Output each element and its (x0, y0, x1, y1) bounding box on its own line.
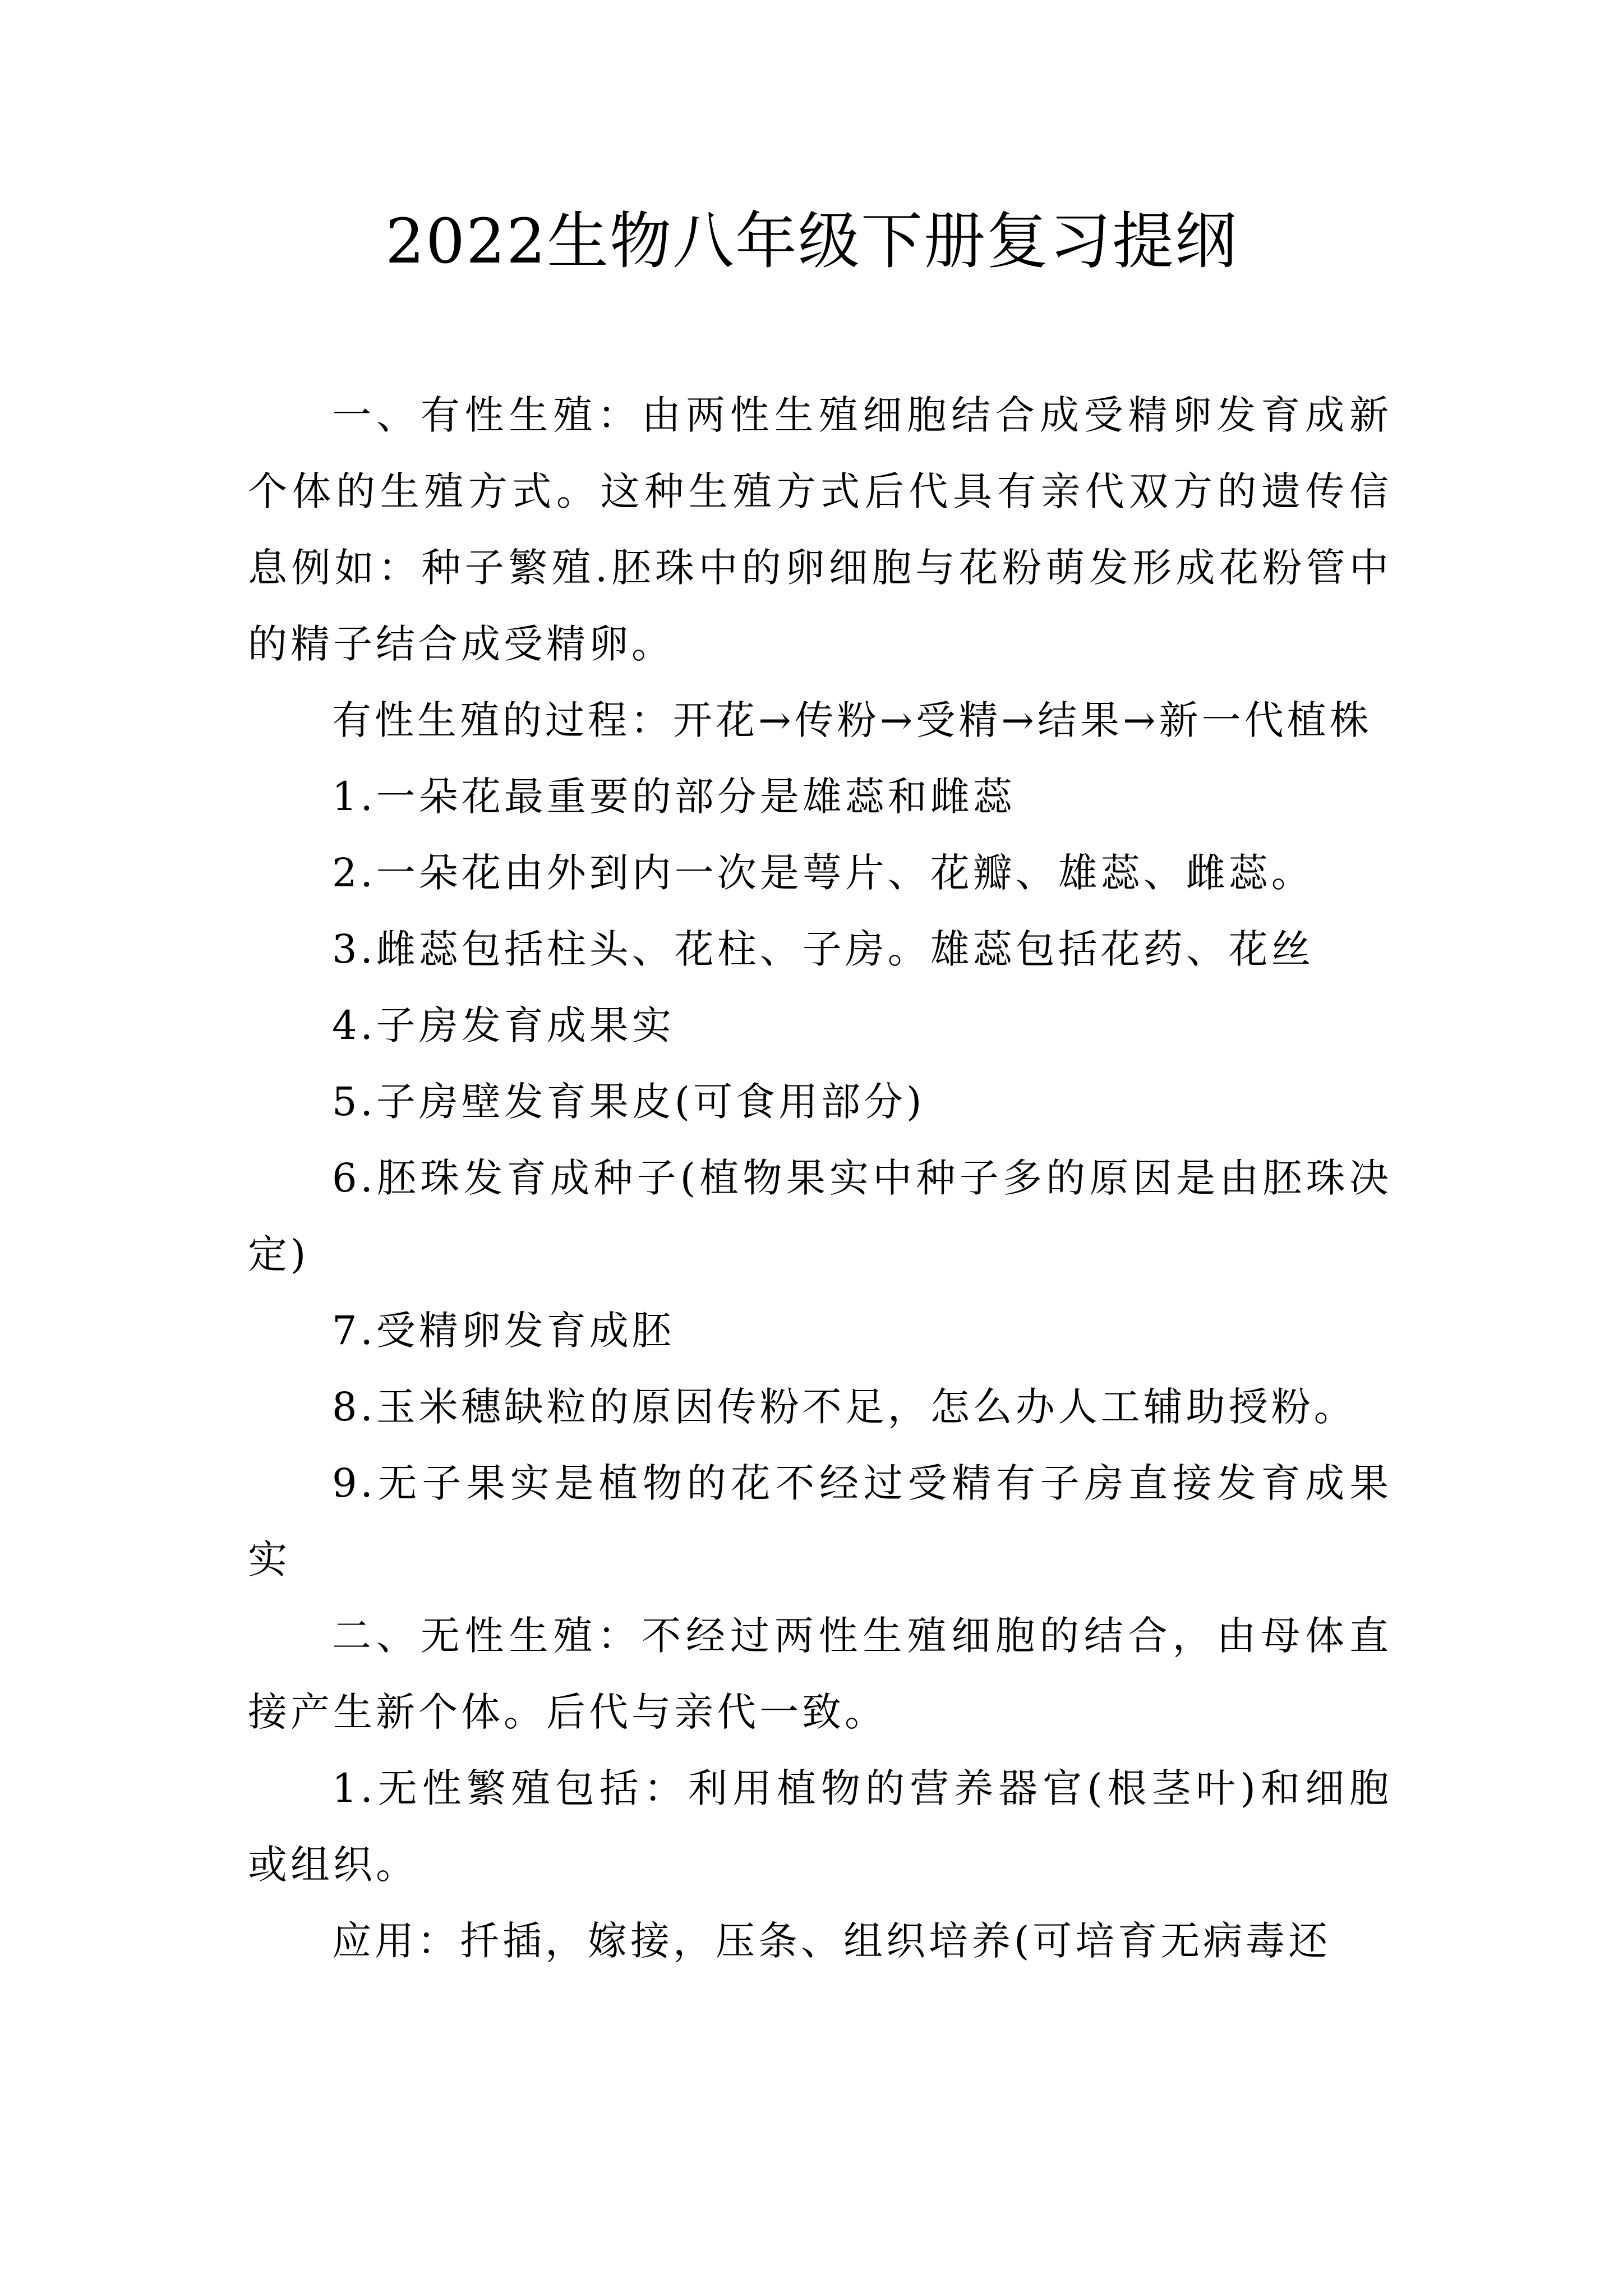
list-item-2: 2.一朵花由外到内一次是萼片、花瓣、雄蕊、雌蕊。 (332, 850, 1314, 896)
paragraph-sexual-reproduction-process: 有性生殖的过程：开花→传粉→受精→结果→新一代植株 (332, 697, 1372, 743)
paragraph-asexual-reproduction: 二、无性生殖：不经过两性生殖细胞的结合，由母体直接产生新个体。后代与亲代一致。 (248, 1613, 1392, 1735)
list-item-5: 5.子房壁发育果皮(可食用部分) (332, 1079, 925, 1125)
paragraph-applications: 应用：扦插，嫁接，压条、组织培养(可培育无病毒还 (332, 1918, 1331, 1964)
list-item-1: 1.一朵花最重要的部分是雄蕊和雌蕊 (332, 774, 1016, 820)
list-item-6: 6.胚珠发育成种子(植物果实中种子多的原因是由胚珠决定) (248, 1155, 1392, 1277)
list-item-8: 8.玉米穗缺粒的原因传粉不足，怎么办人工辅助授粉。 (332, 1384, 1357, 1430)
asexual-list-item-1: 1.无性繁殖包括：利用植物的营养器官(根茎叶)和细胞或组织。 (248, 1765, 1392, 1888)
list-item-9: 9.无子果实是植物的花不经过受精有子房直接发育成果实 (248, 1460, 1392, 1582)
list-item-4: 4.子房发育成果实 (332, 1002, 675, 1048)
list-item-3: 3.雌蕊包括柱头、花柱、子房。雄蕊包括花药、花丝 (332, 926, 1314, 972)
document-body (248, 377, 1392, 1979)
document-title: 2022生物八年级下册复习提纲 (385, 205, 1238, 277)
list-item-7: 7.受精卵发育成胚 (332, 1308, 675, 1354)
paragraph-sexual-reproduction: 一、有性生殖：由两性生殖细胞结合成受精卵发育成新个体的生殖方式。这种生殖方式后代具有亲代双方的遗传信息例如：种子繁殖.胚珠中的卵细胞与花粉萌发形成花粉管中的精子结合成受精卵。 (248, 392, 1392, 667)
